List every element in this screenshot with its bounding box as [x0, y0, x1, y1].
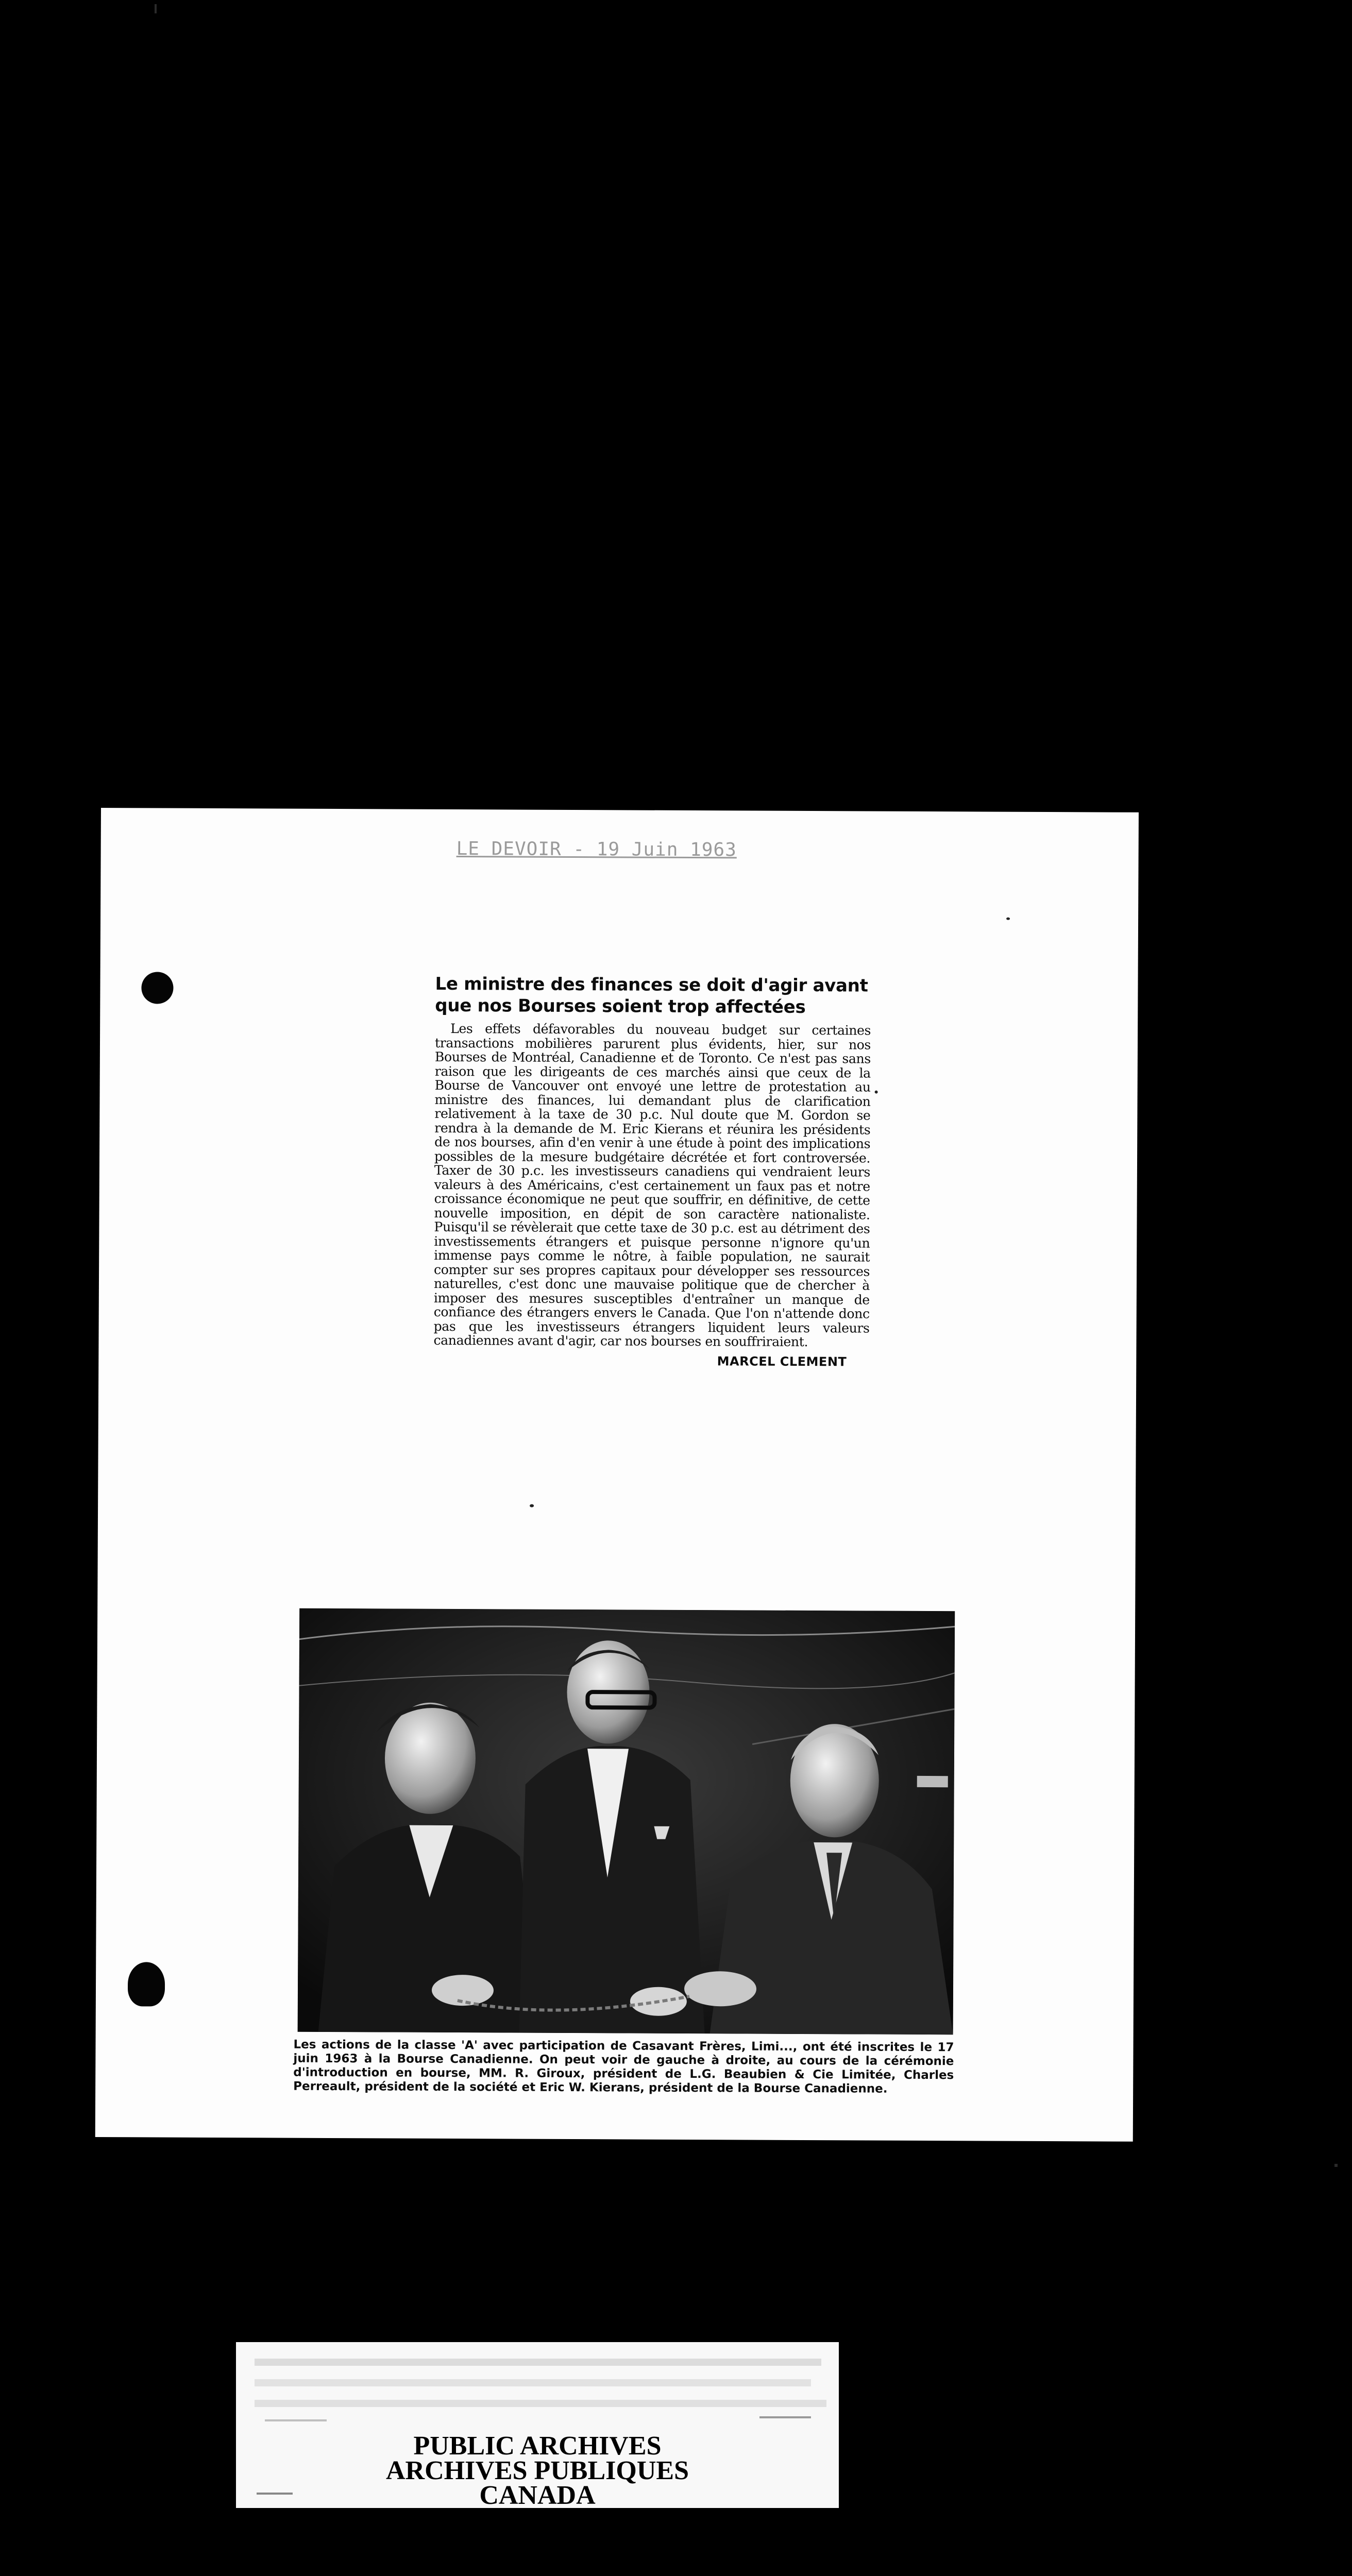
archive-stamp-card [236, 2342, 839, 2508]
headline-line-1: Le ministre des finances se doit d'agir avant [435, 973, 868, 996]
punch-hole [141, 972, 173, 1004]
punch-hole [128, 1962, 165, 2006]
archive-line-1: PUBLIC ARCHIVES [413, 2431, 662, 2461]
archive-stamp-label [236, 2431, 839, 2510]
faint-typewritten-notes [255, 2352, 832, 2425]
article-headline [435, 973, 871, 1019]
scan-speck [155, 4, 157, 13]
newspaper-clipping-sheet [95, 808, 1139, 2142]
speck [875, 1091, 878, 1094]
photo-caption [293, 2038, 954, 2097]
speck [530, 1504, 534, 1507]
article [433, 973, 871, 1369]
speck [1006, 918, 1010, 920]
headline-line-2: que nos Bourses soient trop affectées [435, 995, 806, 1018]
article-byline: MARCEL CLEMENT [717, 1353, 847, 1369]
photo-three-men-illustration [298, 1608, 955, 2035]
archive-line-3: CANADA [479, 2481, 596, 2510]
archive-line-2: ARCHIVES PUBLIQUES [385, 2456, 689, 2485]
article-body: Les effets défavorables du nouveau budget sur certaines transactions mobilières parurent plus évidents, hier, sur nos Bourses de Montréal, Canadienne et de Toronto. Ce n'est pas sans raison que les dirigeants de ces marchés ainsi que ceux de la Bourse de Vancouver ont envoyé une lettre de protestation au ministre des finances, lui demandant plus de clarification relativement à la taxe de 30 p.c. Nul doute que M. Gordon se rendra à la demande de M. Eric Kierans et réunira les présidents de nos bourses, afin d'en venir à une étude à point des implications possibles de la mesure budgétaire décrétée et fort controversée. Taxer de 30 p.c. les investisseurs canadiens qui vendraient leurs valeurs à des Américains, c'est certainement un faux pas et notre croissance économique ne peut que souffrir, en définitive, de cette nouvelle imposition, en dépit de son caractère nationaliste. Puisqu'il se révèlerait que cette taxe de 30 p.c. est au détriment des investissements étrangers et puisque personne n'ignore qu'un immense pays comme le nôtre, à faible population, ne saurait compter sur ses propres capitaux pour développer ses ressources naturelles, c'est donc une mauvaise politique que de chercher à imposer des mesures susceptibles d'entraîner un manque de confiance des étrangers envers le Canada. Que l'on n'attende donc pas que les investisseurs étrangers liquident leurs valeurs canadiennes avant d'agir, car nos bourses en souffriraient. [433, 1021, 871, 1349]
newspaper-source-stamp: LE DEVOIR - 19 Juin 1963 [456, 838, 737, 861]
stamp-mark [257, 2493, 293, 2495]
news-photo [298, 1608, 955, 2035]
scan-speck [1334, 2164, 1338, 2167]
photo-caption-text: Les actions de la classe 'A' avec participation de Casavant Frères, Limi..., ont été inscrites le 17 juin 1963 à la Bourse Canadienne. On peut voir de gauche à droite, au cours de la cérémonie d'introduction en bourse, MM. R. Giroux, président de L.G. Beaubien & Cie Limitée, Charles Perreault, président de la société et Eric W. Kierans, président de la Bourse Canadienne. [293, 2038, 954, 2096]
